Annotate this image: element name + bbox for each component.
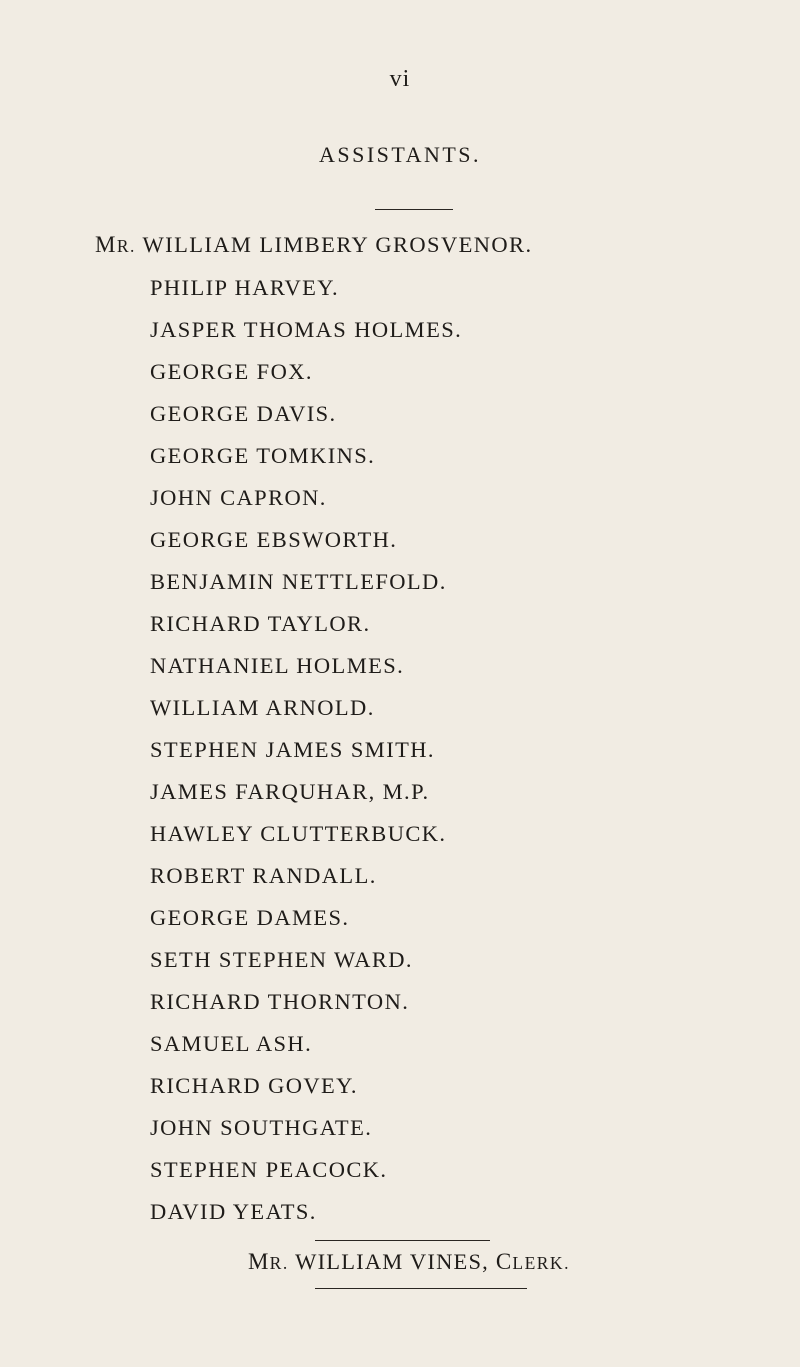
assistant-name: ROBERT RANDALL. — [150, 863, 377, 888]
assistant-name: GEORGE FOX. — [150, 359, 313, 384]
assistant-name: BENJAMIN NETTLEFOLD. — [150, 569, 447, 594]
clerk-bottom-rule — [315, 1288, 527, 1289]
heading-rule — [375, 209, 453, 210]
clerk-honorific-rest: R. — [269, 1253, 289, 1273]
name-line-first — [95, 231, 532, 260]
assistant-name: GEORGE DAVIS. — [150, 401, 337, 426]
assistant-name: SETH STEPHEN WARD. — [150, 947, 413, 972]
honorific-initial: M — [95, 232, 117, 257]
assistant-name: SAMUEL ASH. — [150, 1031, 313, 1056]
clerk-line — [248, 1248, 570, 1277]
assistant-name: STEPHEN JAMES SMITH. — [150, 737, 435, 762]
clerk-honorific-initial: M — [248, 1249, 270, 1274]
assistant-name: JAMES FARQUHAR, M.P. — [150, 779, 430, 804]
clerk-top-rule — [315, 1240, 490, 1241]
clerk-name: WILLIAM VINES, — [295, 1249, 489, 1274]
assistant-name: NATHANIEL HOLMES. — [150, 653, 405, 678]
assistant-name: GEORGE DAMES. — [150, 905, 350, 930]
assistant-name: JOHN SOUTHGATE. — [150, 1115, 373, 1140]
assistant-name: HAWLEY CLUTTERBUCK. — [150, 821, 447, 846]
assistant-name: RICHARD THORNTON. — [150, 989, 410, 1014]
page-number: vi — [389, 66, 411, 92]
assistant-name: RICHARD GOVEY. — [150, 1073, 358, 1098]
assistant-name: DAVID YEATS. — [150, 1199, 317, 1224]
clerk-title-rest: LERK. — [512, 1253, 570, 1273]
assistant-name: WILLIAM ARNOLD. — [150, 695, 375, 720]
assistant-name: JASPER THOMAS HOLMES. — [150, 317, 463, 342]
assistant-name: GEORGE TOMKINS. — [150, 443, 376, 468]
assistant-name: GEORGE EBSWORTH. — [150, 527, 398, 552]
assistant-name: WILLIAM LIMBERY GROSVENOR. — [142, 232, 533, 257]
assistant-name: STEPHEN PEACOCK. — [150, 1157, 388, 1182]
section-heading: ASSISTANTS. — [318, 142, 482, 167]
assistant-name: RICHARD TAYLOR. — [150, 611, 371, 636]
clerk-title-initial: C — [495, 1249, 513, 1274]
honorific-rest: R. — [116, 236, 136, 256]
assistant-name: JOHN CAPRON. — [150, 485, 327, 510]
assistant-name: PHILIP HARVEY. — [150, 275, 340, 300]
